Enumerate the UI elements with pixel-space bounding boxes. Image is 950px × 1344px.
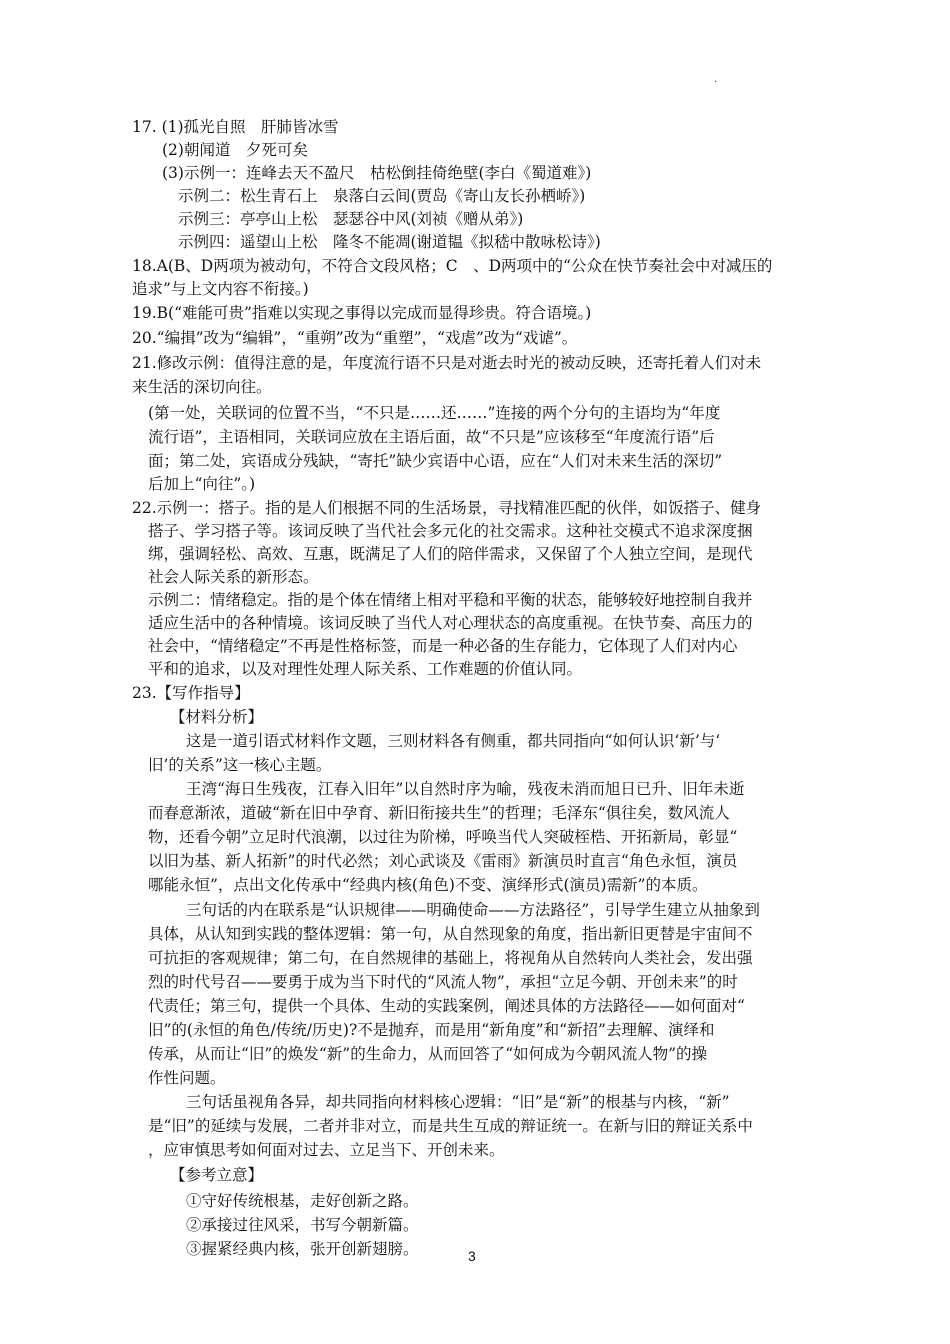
- answer-22-line-3: 绑，强调轻松、高效、互惠，既满足了人们的陪伴需求，又保留了个人独立空间，是现代: [148, 545, 753, 563]
- answer-17-line-5: 示例三：亭亭山上松 瑟瑟谷中风(刘祯《赠从弟》): [178, 210, 524, 228]
- page-number: 3: [468, 1248, 476, 1264]
- answer-21-line-4: 流行语”，主语相同，关联词应放在主语后面，故“不只是”应该移至“年度流行语”后: [148, 428, 715, 446]
- answer-17-line-6: 示例四：遥望山上松 隆冬不能凋(谢道韫《拟嵇中散咏松诗》): [178, 233, 601, 251]
- answer-23-heading: 23.【写作指导】: [132, 684, 250, 702]
- answer-17-line-3: (3)示例一：连峰去天不盈尺 枯松倒挂倚绝壁(李白《蜀道难》): [162, 164, 592, 182]
- analysis-para-2-line-2: 而春意渐浓，道破“新在旧中孕育、新旧衔接共生”的哲理；毛泽东“俱往矣，数风流人: [148, 804, 730, 822]
- reference-theme-2: ②承接过往风采，书写今朝新篇。: [186, 1216, 419, 1234]
- reference-theme-3: ③握紧经典内核，张开创新翅膀。: [186, 1240, 419, 1258]
- material-analysis-heading: 【材料分析】: [170, 708, 264, 726]
- analysis-para-3-line-1: 三句话的内在联系是“认识规律——明确使命——方法路径”，引导学生建立从抽象到: [186, 901, 760, 919]
- answer-21-line-6: 后加上“向往”。): [148, 475, 256, 493]
- answer-21-line-5: 面；第二处，宾语成分残缺，“寄托”缺少宾语中心语，应在“人们对未来生活的深切”: [148, 452, 723, 470]
- analysis-para-2-line-4: 以旧为基、新人拓新”的时代必然；刘心武谈及《雷雨》新演员时直言“角色永恒，演员: [148, 852, 738, 870]
- analysis-para-3-line-8: 作性问题。: [148, 1069, 226, 1087]
- analysis-para-4-line-1: 三句话虽视角各异，却共同指向材料核心逻辑：“旧”是“新”的根基与内核，“新”: [186, 1093, 730, 1111]
- analysis-para-3-line-3: 可抗拒的客观规律；第二句，在自然规律的基础上，将视角从自然转向人类社会，发出强: [148, 949, 753, 967]
- analysis-para-3-line-7: 传承，从而让“旧”的焕发“新”的生命力，从而回答了“如何成为今朝风流人物”的操: [148, 1045, 708, 1063]
- analysis-para-1-line-1: 这是一道引语式材料作文题，三则材料各有侧重，都共同指向“如何认识‘新’与‘: [186, 732, 721, 750]
- answer-21-line-2: 来生活的深切向往。: [132, 378, 272, 396]
- analysis-para-4-line-2: 是“旧”的延续与发展，二者并非对立，而是共生互成的辩证统一。在新与旧的辩证关系中: [148, 1117, 753, 1135]
- answer-21-line-1: 21.修改示例：值得注意的是，年度流行语不只是对逝去时光的被动反映，还寄托着人们对未: [132, 354, 762, 372]
- corner-dot: .: [714, 74, 718, 85]
- answer-17-line-2: (2)朝闻道 夕死可矣: [162, 141, 308, 159]
- answer-20: 20.“编揖”改为“编辑”，“重朔”改为“重塑”，“戏虐”改为“戏谑”。: [132, 329, 578, 347]
- answer-22-line-7: 社会中，“情绪稳定”不再是性格标签，而是一种必备的生存能力，它体现了人们对内心: [148, 637, 738, 655]
- answer-22-line-8: 平和的追求，以及对理性处理人际关系、工作难题的价值认同。: [148, 660, 583, 678]
- answer-22-line-1: 22.示例一：搭子。指的是人们根据不同的生活场景，寻找精准匹配的伙伴，如饭搭子、健身: [132, 499, 762, 517]
- analysis-para-3-line-4: 烈的时代号召——要勇于成为当下时代的“风流人物”，承担“立足今朝、开创未来”的时: [148, 973, 738, 991]
- answer-22-line-5: 示例二：情绪稳定。指的是个体在情绪上相对平稳和平衡的状态，能够较好地控制自我并: [148, 591, 753, 609]
- reference-theme-heading: 【参考立意】: [170, 1166, 264, 1184]
- analysis-para-4-line-3: ，应审慎思考如何面对过去、立足当下、开创未来。: [148, 1141, 505, 1159]
- analysis-para-3-line-5: 代责任；第三句，提供一个具体、生动的实践案例，阐述具体的方法路径——如何面对“: [148, 997, 745, 1015]
- answer-17-line-4: 示例二：松生青石上 泉落白云间(贾岛《寄山友长孙栖峤》): [178, 187, 586, 205]
- answer-18-line-1: 18.A(B、D两项为被动句，不符合文段风格；C 、D两项中的“公众在快节奏社会中对减压的: [132, 257, 773, 275]
- analysis-para-2-line-3: 物，还看今朝”立足时代浪潮，以过往为阶梯，呼唤当代人突破桎梏、开拓新局，彰显“: [148, 828, 738, 846]
- analysis-para-3-line-2: 具体，从认知到实践的整体逻辑：第一句，从自然现象的角度，指出新旧更替是宇宙间不: [148, 925, 753, 943]
- answer-21-line-3: (第一处，关联词的位置不当，“不只是……还……”连接的两个分句的主语均为“年度: [148, 404, 721, 422]
- answer-22-line-6: 适应生活中的各种情境。该词反映了当代人对心理状态的高度重视。在快节奏、高压力的: [148, 614, 753, 632]
- analysis-para-2-line-5: 哪能永恒”，点出文化传承中“经典内核(角色)不变、演绎形式(演员)需新”的本质。: [148, 876, 708, 894]
- answer-19: 19.B(“难能可贵”指难以实现之事得以完成而显得珍贵。符合语境。): [132, 304, 592, 322]
- answer-17-line-1: 17. (1)孤光自照 肝肺皆冰雪: [132, 118, 339, 136]
- answer-18-line-2: 追求”与上文内容不衔接。): [132, 280, 309, 298]
- analysis-para-1-line-2: 旧’的关系”这一核心主题。: [148, 756, 332, 774]
- answer-22-line-2: 搭子、学习搭子等。该词反映了当代社会多元化的社交需求。这种社交模式不追求深度捆: [148, 522, 753, 540]
- analysis-para-3-line-6: 旧”的(永恒的角色/传统/历史)?不是抛弃，而是用“新角度”和“新招”去理解、演绎和: [148, 1021, 715, 1039]
- analysis-para-2-line-1: 王湾“海日生残夜，江春入旧年”以自然时序为喻，残夜未消而旭日已升、旧年未逝: [186, 780, 745, 798]
- answer-22-line-4: 社会人际关系的新形态。: [148, 568, 319, 586]
- reference-theme-1: ①守好传统根基，走好创新之路。: [186, 1192, 419, 1210]
